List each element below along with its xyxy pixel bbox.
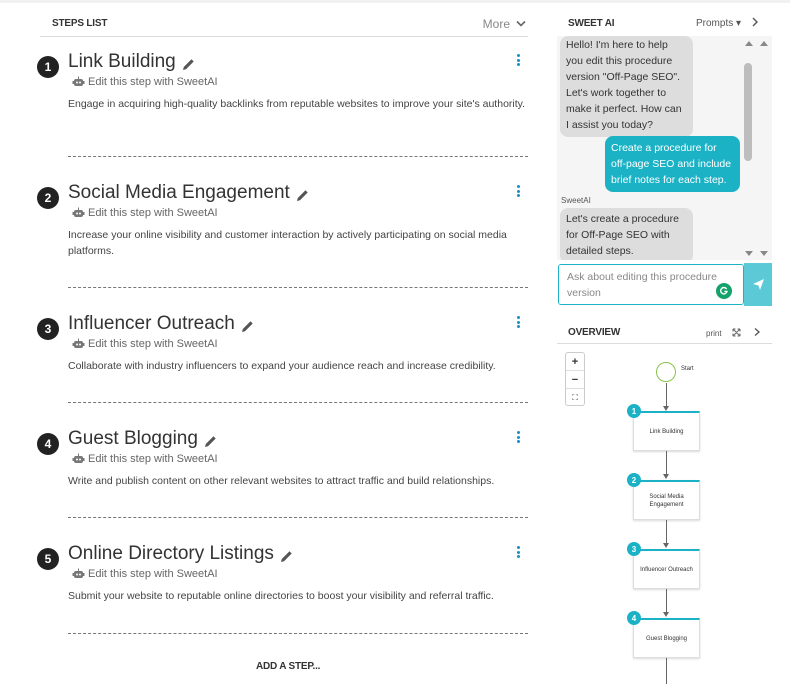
step-title[interactable]: Influencer Outreach xyxy=(68,313,235,334)
scroll-down-arrow-icon[interactable] xyxy=(745,251,753,256)
steps-list-header xyxy=(40,8,528,37)
pencil-icon[interactable] xyxy=(241,320,254,333)
pencil-icon[interactable] xyxy=(296,189,309,202)
step-divider xyxy=(68,633,528,634)
flow-connector xyxy=(666,383,667,407)
flow-node[interactable]: Social Media Engagement xyxy=(633,480,700,520)
flow-connector xyxy=(666,589,667,613)
step-number-badge: 1 xyxy=(37,56,59,78)
message-sender: SweetAI xyxy=(561,196,591,205)
sweet-ai-title: SWEET AI xyxy=(568,18,615,29)
step-divider xyxy=(68,287,528,288)
arrow-down-icon xyxy=(663,612,669,617)
grammarly-icon[interactable] xyxy=(716,283,732,299)
step-title[interactable]: Social Media Engagement xyxy=(68,182,290,203)
step-title[interactable]: Guest Blogging xyxy=(68,428,198,449)
step-description: Submit your website to reputable online directories to boost your visibility and referral traffic. xyxy=(68,590,494,602)
step-options-button[interactable] xyxy=(514,545,522,559)
edit-with-sweetai-label: Edit this step with SweetAI xyxy=(88,338,218,350)
send-icon xyxy=(752,278,765,291)
chat-input[interactable] xyxy=(558,264,744,305)
robot-icon xyxy=(72,568,85,580)
prompts-dropdown[interactable]: Prompts ▾ xyxy=(696,18,742,29)
robot-icon xyxy=(72,207,85,219)
step-divider xyxy=(68,402,528,403)
more-label: More xyxy=(482,17,510,31)
edit-with-sweetai-label: Edit this step with SweetAI xyxy=(88,453,218,465)
arrow-down-icon xyxy=(663,474,669,479)
chat-scrollbar[interactable] xyxy=(741,36,755,260)
step-description: Collaborate with industry influencers to expand your audience reach and increase credibility. xyxy=(68,360,496,372)
scroll-down-arrow-icon[interactable] xyxy=(760,251,768,256)
flow-node-badge: 2 xyxy=(627,473,641,487)
fit-view-button[interactable]: ⛶ xyxy=(572,393,578,402)
scroll-up-arrow-icon[interactable] xyxy=(760,41,768,46)
robot-icon xyxy=(72,338,85,350)
scroll-up-arrow-icon[interactable] xyxy=(745,41,753,46)
bot-message: Hello! I'm here to help you edit this procedure version "Off-Page SEO". Let's work together to make it perfect. How can I assist you today? xyxy=(560,36,693,137)
edit-with-sweetai-link[interactable] xyxy=(72,76,218,88)
flow-connector xyxy=(666,658,667,684)
flow-connector xyxy=(666,520,667,544)
flow-node-badge: 4 xyxy=(627,611,641,625)
outer-scrollbar[interactable] xyxy=(756,36,770,260)
chevron-right-icon[interactable] xyxy=(749,16,761,28)
edit-with-sweetai-link[interactable] xyxy=(72,338,218,350)
step-description: Engage in acquiring high-quality backlinks from reputable websites to improve your site's authority. xyxy=(68,98,526,110)
chat-messages[interactable] xyxy=(557,36,772,260)
start-label: Start xyxy=(681,366,694,372)
chevron-right-icon[interactable] xyxy=(752,327,762,337)
step-number-badge: 2 xyxy=(37,187,59,209)
overview-header xyxy=(557,322,772,344)
step-divider xyxy=(68,156,528,157)
more-menu-button[interactable] xyxy=(483,17,526,31)
edit-with-sweetai-label: Edit this step with SweetAI xyxy=(88,207,218,219)
edit-with-sweetai-link[interactable] xyxy=(72,207,218,219)
edit-with-sweetai-link[interactable] xyxy=(72,568,218,580)
steps-list-title: STEPS LIST xyxy=(52,18,108,29)
overview-title: OVERVIEW xyxy=(568,327,621,338)
step-options-button[interactable] xyxy=(514,430,522,444)
top-border xyxy=(0,0,790,3)
flow-node-badge: 3 xyxy=(627,542,641,556)
chat-input-area xyxy=(557,263,772,306)
overview-flowchart[interactable] xyxy=(557,348,772,684)
zoom-in-button[interactable]: + xyxy=(566,353,584,371)
step-number-badge: 3 xyxy=(37,318,59,340)
start-node[interactable] xyxy=(656,362,676,382)
step-options-button[interactable] xyxy=(514,53,522,67)
flow-node[interactable]: Guest Blogging xyxy=(633,618,700,658)
pencil-icon[interactable] xyxy=(182,58,195,71)
chevron-down-icon xyxy=(516,20,526,28)
grammarly-g-glyph xyxy=(719,286,729,296)
step-number-badge: 5 xyxy=(37,548,59,570)
flow-connector xyxy=(666,451,667,475)
add-step-button[interactable]: ADD A STEP... xyxy=(256,661,321,672)
step-divider xyxy=(68,517,528,518)
print-link[interactable]: print xyxy=(706,329,722,338)
edit-with-sweetai-link[interactable] xyxy=(72,453,218,465)
flow-node[interactable]: Link Building xyxy=(633,411,700,451)
step-description: Increase your online visibility and customer interaction by actively participating on social media platforms. xyxy=(68,229,507,257)
step-options-button[interactable] xyxy=(514,184,522,198)
user-message: Create a procedure for off-page SEO and include brief notes for each step. xyxy=(605,136,740,192)
step-title[interactable]: Online Directory Listings xyxy=(68,543,274,564)
robot-icon xyxy=(72,453,85,465)
flow-node-badge: 1 xyxy=(627,404,641,418)
pencil-icon[interactable] xyxy=(204,435,217,448)
zoom-controls xyxy=(565,352,585,406)
flow-node[interactable]: Influencer Outreach xyxy=(633,549,700,589)
step-description: Write and publish content on other relevant websites to attract traffic and build relationships. xyxy=(68,475,495,487)
edit-with-sweetai-label: Edit this step with SweetAI xyxy=(88,568,218,580)
pencil-icon[interactable] xyxy=(280,550,293,563)
steps-list-panel xyxy=(40,8,530,684)
sweet-ai-header xyxy=(557,8,772,36)
expand-icon[interactable] xyxy=(732,328,741,337)
step-number-badge: 4 xyxy=(37,433,59,455)
step-title[interactable]: Link Building xyxy=(68,51,176,72)
robot-icon xyxy=(72,76,85,88)
send-button[interactable] xyxy=(744,263,772,306)
sweet-ai-panel xyxy=(557,8,772,684)
zoom-out-button[interactable]: − xyxy=(566,371,584,389)
edit-with-sweetai-label: Edit this step with SweetAI xyxy=(88,76,218,88)
bot-message: Let's create a procedure for Off-Page SEO with detailed steps. xyxy=(560,208,693,260)
step-options-button[interactable] xyxy=(514,315,522,329)
scroll-thumb[interactable] xyxy=(744,63,752,161)
arrow-down-icon xyxy=(663,543,669,548)
